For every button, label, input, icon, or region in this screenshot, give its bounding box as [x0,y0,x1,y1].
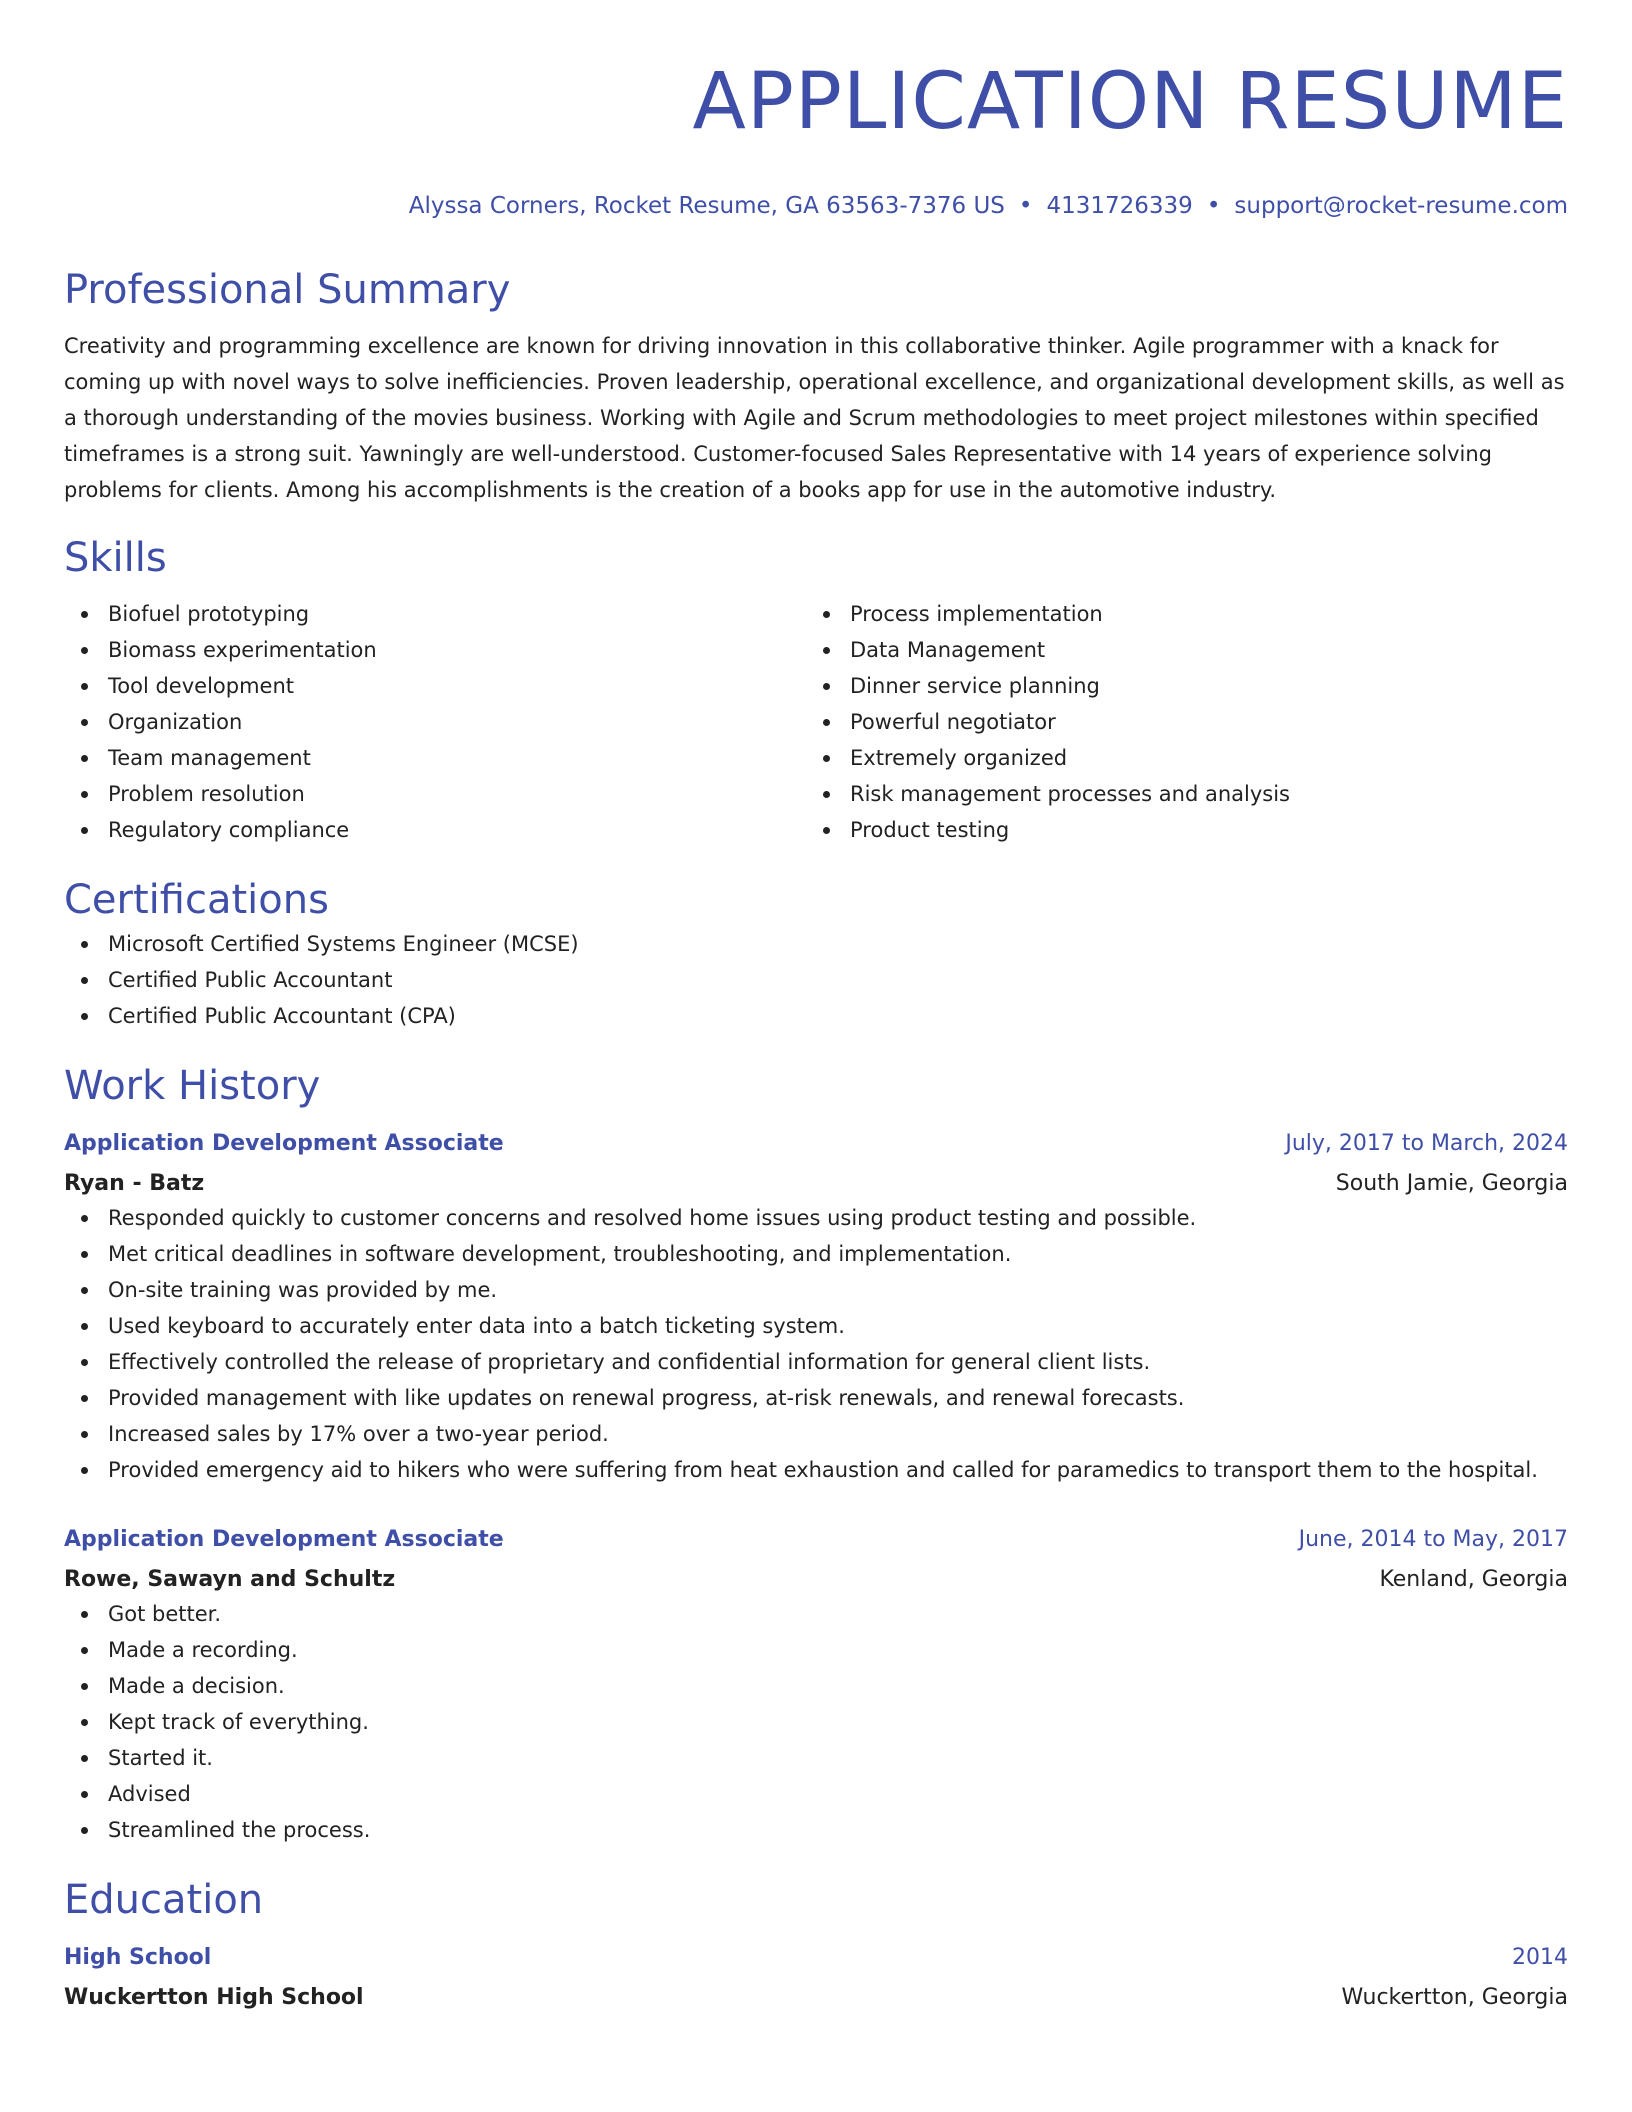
job-duty: Effectively controlled the release of proprietary and confidential information for general client lists. [108,1344,1568,1380]
job-location: South Jamie, Georgia [1335,1171,1568,1196]
education-location: Wuckertton, Georgia [1341,1985,1568,2010]
contact-address: Alyssa Corners, Rocket Resume, GA 63563-7376 US [408,193,1005,219]
job-duty: Streamlined the process. [108,1812,1568,1848]
job-duties-list [64,1596,1568,1848]
job-entry [64,1128,1568,1488]
job-duty: Advised [108,1776,1568,1812]
skill-item: Powerful negotiator [850,704,1548,740]
skills-list-left [64,596,806,848]
certifications-heading: Certifications [64,877,329,923]
job-duty: Made a decision. [108,1668,1568,1704]
job-duty: Started it. [108,1740,1568,1776]
skill-item: Data Management [850,632,1548,668]
skill-item: Biofuel prototyping [108,596,806,632]
job-company: Ryan - Batz [64,1171,205,1196]
contact-email: support@rocket-resume.com [1234,193,1568,219]
certification-item: Microsoft Certified Systems Engineer (MCSE) [108,926,1568,962]
certification-item: Certified Public Accountant [108,962,1568,998]
skill-item: Extremely organized [850,740,1548,776]
education-entry [64,1942,1568,2014]
job-duty: Provided management with like updates on renewal progress, at-risk renewals, and renewal forecasts. [108,1380,1568,1416]
skill-item: Risk management processes and analysis [850,776,1548,812]
skills-section [64,532,1568,848]
contact-phone: 4131726339 [1046,193,1193,219]
work-history-heading: Work History [64,1063,321,1109]
skill-item: Problem resolution [108,776,806,812]
education-school-row [64,1974,1568,2014]
job-header-row [64,1524,1568,1556]
job-company-row [64,1160,1568,1200]
job-duty: Provided emergency aid to hikers who were suffering from heat exhaustion and called for paramedics to transport them to the hospital. [108,1452,1568,1488]
education-header-row [64,1942,1568,1974]
work-history-section [64,1060,1568,1848]
education-year: 2014 [1512,1945,1568,1970]
job-header-row [64,1128,1568,1160]
job-duty: Met critical deadlines in software development, troubleshooting, and implementation. [108,1236,1568,1272]
skill-item: Dinner service planning [850,668,1548,704]
education-degree: High School [64,1945,212,1970]
certifications-list [64,926,1568,1034]
skill-item: Product testing [850,812,1548,848]
skills-list-right [806,596,1548,848]
job-duties-list [64,1200,1568,1488]
skill-item: Tool development [108,668,806,704]
job-title: Application Development Associate [64,1527,504,1552]
skills-column-left [64,596,806,848]
contact-separator: • [1018,193,1033,219]
contact-line [64,190,1568,222]
education-section [64,1874,1568,2014]
skill-item: Team management [108,740,806,776]
job-duty: On-site training was provided by me. [108,1272,1568,1308]
job-duty: Increased sales by 17% over a two-year period. [108,1416,1568,1452]
resume-title: APPLICATION RESUME [692,57,1568,147]
certifications-section [64,874,1568,1034]
job-location: Kenland, Georgia [1379,1567,1568,1592]
summary-heading: Professional Summary [64,267,511,313]
summary-section [64,264,1568,508]
skill-item: Regulatory compliance [108,812,806,848]
skills-columns [64,596,1568,848]
skill-item: Biomass experimentation [108,632,806,668]
job-title: Application Development Associate [64,1131,504,1156]
education-school: Wuckertton High School [64,1985,364,2010]
job-duty: Responded quickly to customer concerns and resolved home issues using product testing and possible. [108,1200,1568,1236]
job-company-row [64,1556,1568,1596]
skills-column-right [806,596,1548,848]
certification-item: Certified Public Accountant (CPA) [108,998,1568,1034]
job-duty: Kept track of everything. [108,1704,1568,1740]
skills-heading: Skills [64,535,167,581]
job-duty: Used keyboard to accurately enter data into a batch ticketing system. [108,1308,1568,1344]
summary-text: Creativity and programming excellence are known for driving innovation in this collaborative thinker. Agile programmer with a knack for coming up with novel ways to solve inefficiencies. Proven leadership, operational excellence, and organizational development skills, as well as a thorough understanding of the movies business. Working with Agile and Scrum methodologies to meet project milestones within specified timeframes is a strong suit. Yawningly are well-understood. Customer-focused Sales Representative with 14 years of experience solving problems for clients. Among his accomplishments is the creation of a books app for use in the automotive industry. [64,334,1565,502]
job-entry [64,1524,1568,1848]
skill-item: Organization [108,704,806,740]
job-dates: July, 2017 to March, 2024 [1285,1131,1568,1156]
job-duty: Made a recording. [108,1632,1568,1668]
job-dates: June, 2014 to May, 2017 [1298,1527,1568,1552]
job-company: Rowe, Sawayn and Schultz [64,1567,396,1592]
job-duty: Got better. [108,1596,1568,1632]
skill-item: Process implementation [850,596,1548,632]
contact-separator: • [1206,193,1221,219]
education-heading: Education [64,1877,264,1923]
